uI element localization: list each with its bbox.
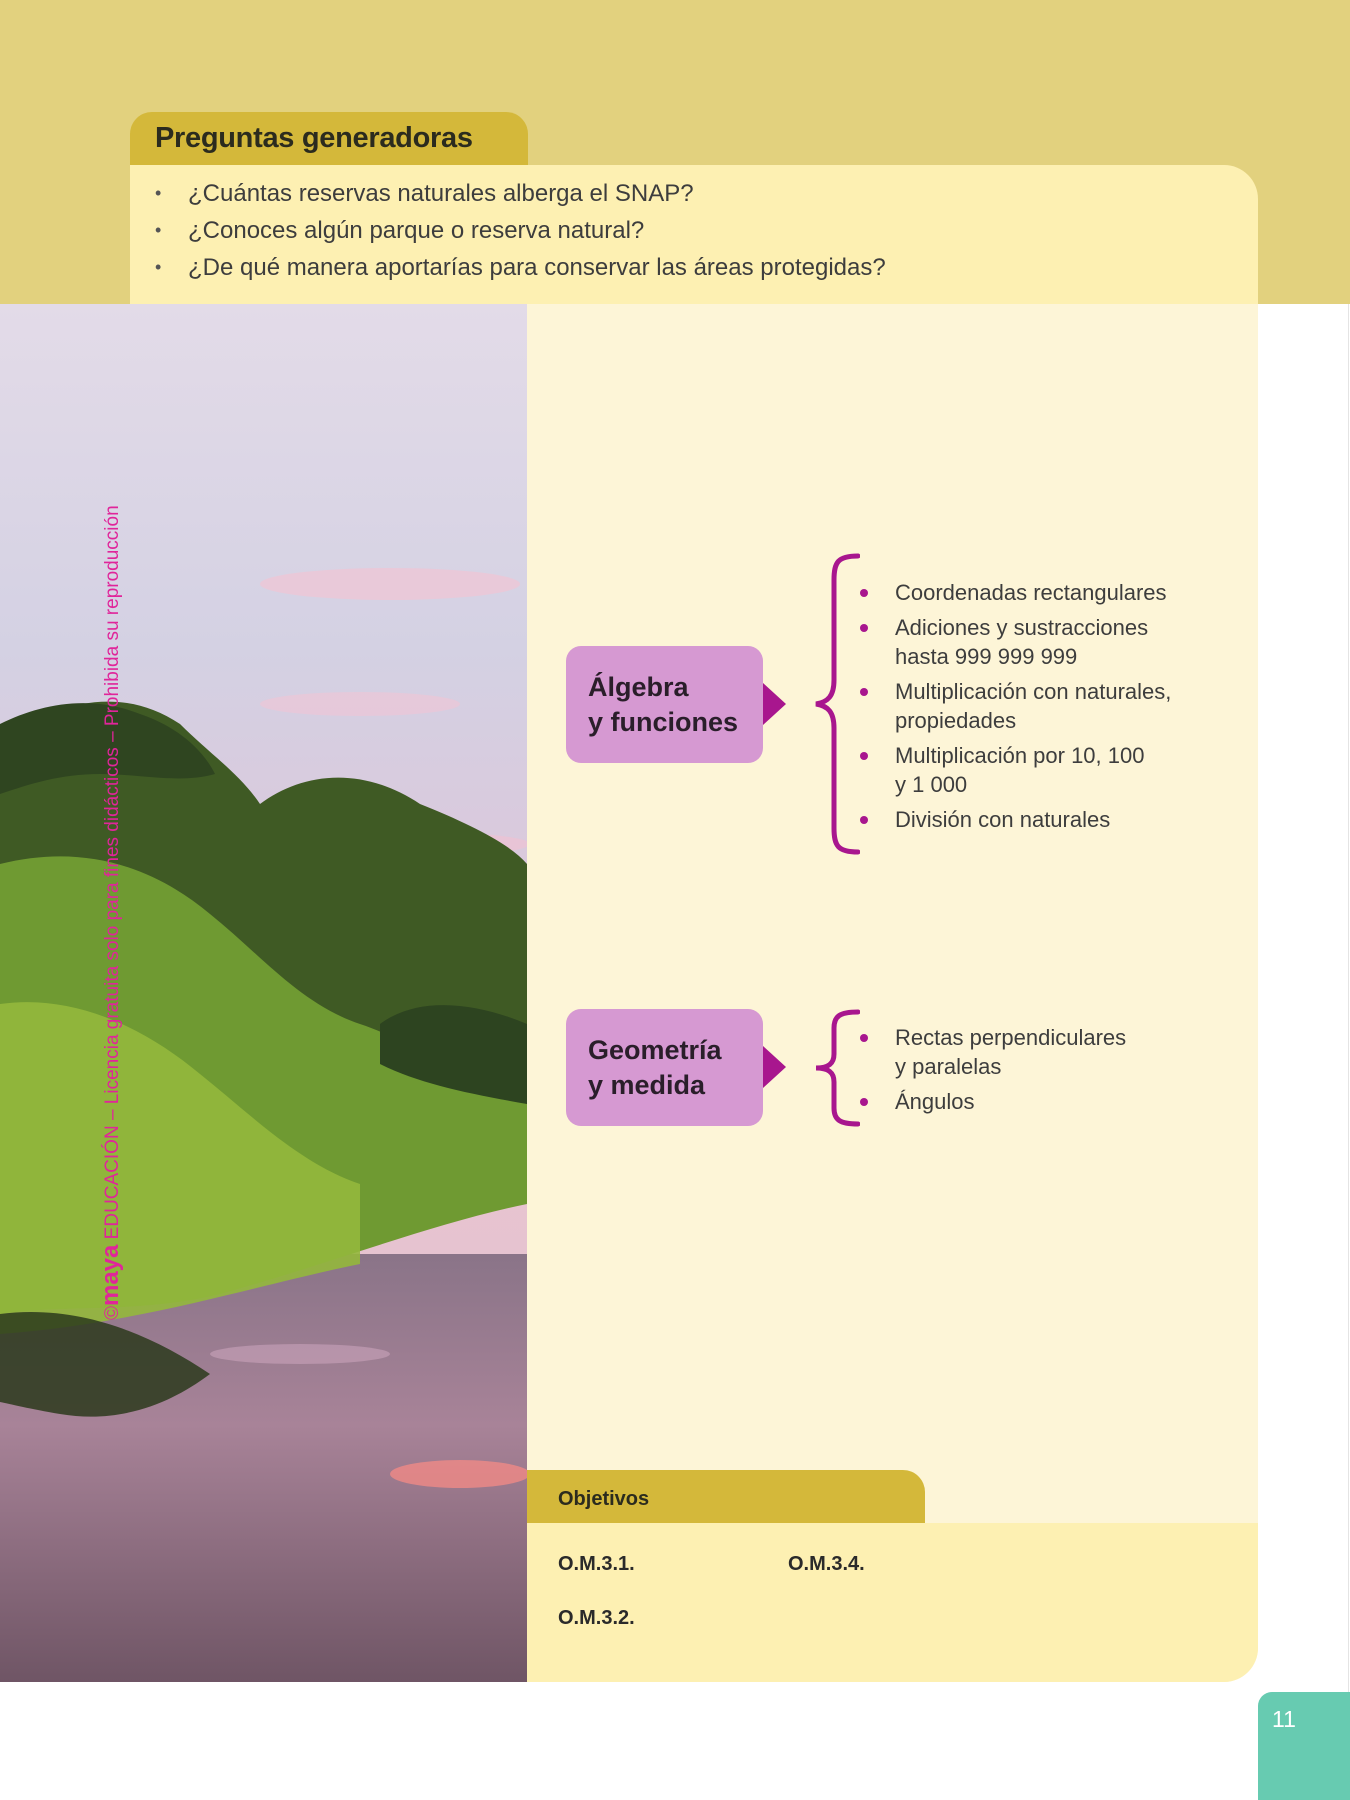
curly-brace-icon <box>812 1008 860 1128</box>
brand-name: maya <box>97 1244 124 1306</box>
bullet-icon: • <box>155 183 162 203</box>
objectives-title: Objetivos <box>558 1488 650 1510</box>
list-item: Multiplicación por 10, 100 y 1 000 <box>857 741 1171 799</box>
bullet-icon <box>860 624 868 632</box>
bullet-icon <box>860 1034 868 1042</box>
question-item: • ¿Cuántas reservas naturales alberga el SNAP? <box>155 175 886 212</box>
geometria-subtopics <box>857 1023 1126 1122</box>
list-item: Rectas perpendiculares y paralelas <box>857 1023 1126 1081</box>
list-item: Multiplicación con naturales, propiedades <box>857 677 1171 735</box>
bullet-icon <box>860 1098 868 1106</box>
objective-code: O.M.3.1. <box>558 1553 635 1575</box>
page-edge-divider <box>1348 304 1349 1692</box>
question-item: • ¿Conoces algún parque o reserva natural? <box>155 212 886 249</box>
questions-title: Preguntas generadoras <box>155 122 473 154</box>
algebra-subtopics <box>857 578 1171 840</box>
bullet-icon: • <box>155 257 162 277</box>
list-item: Coordenadas rectangulares <box>857 578 1171 607</box>
objective-code: O.M.3.4. <box>788 1553 865 1575</box>
bullet-icon: • <box>155 220 162 240</box>
arrow-right-icon <box>763 1046 786 1088</box>
topic-box-geometria <box>566 1009 763 1126</box>
landscape-photo <box>0 304 527 1682</box>
list-item: División con naturales <box>857 805 1171 834</box>
objectives-box <box>527 1523 1258 1682</box>
bullet-icon <box>860 816 868 824</box>
list-item: Adiciones y sustracciones hasta 999 999 999 <box>857 613 1171 671</box>
question-item: • ¿De qué manera aportarías para conservar las áreas protegidas? <box>155 249 886 286</box>
curly-brace-icon <box>812 552 860 856</box>
landscape-illustration <box>0 304 527 1682</box>
list-item: Ángulos <box>857 1087 1126 1116</box>
bullet-icon <box>860 589 868 597</box>
questions-list <box>155 175 886 286</box>
bullet-icon <box>860 752 868 760</box>
arrow-right-icon <box>763 683 786 725</box>
copyright-watermark: ©maya EDUCACIÓN – Licencia gratuita solo para fines didácticos – Prohibida su reproducción <box>97 505 124 1320</box>
bullet-icon <box>860 688 868 696</box>
topic-box-algebra <box>566 646 763 763</box>
topic-label: Álgebra y funciones <box>588 672 739 737</box>
page-number: 11 <box>1272 1706 1296 1732</box>
objective-code: O.M.3.2. <box>558 1607 635 1629</box>
topic-label: Geometría y medida <box>588 1035 722 1100</box>
